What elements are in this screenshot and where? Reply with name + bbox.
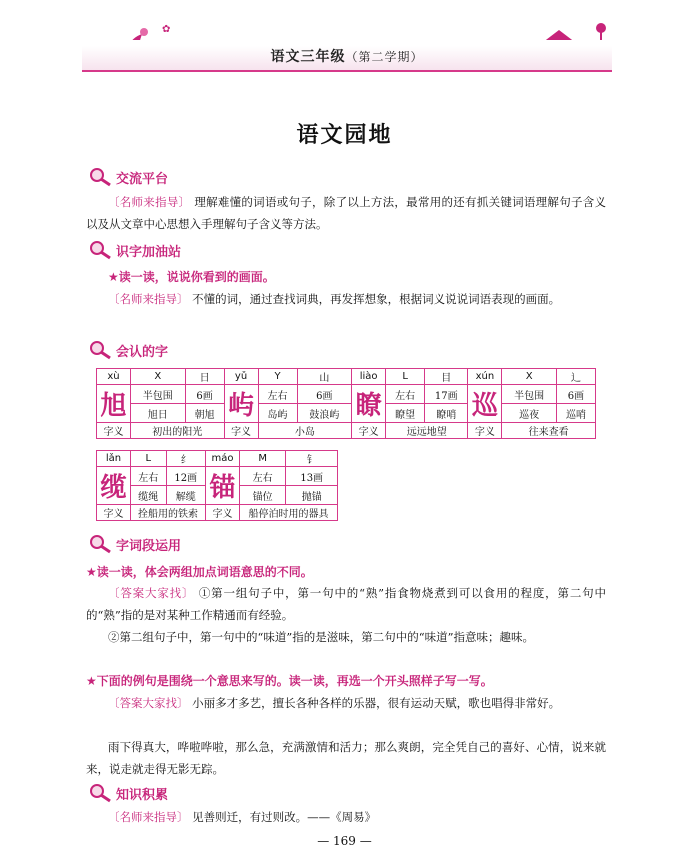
pinyin: máo bbox=[205, 451, 239, 467]
structure: 左右 bbox=[258, 385, 297, 404]
word: 岛屿 bbox=[258, 404, 297, 423]
answer-text: ①第一组句子中，第一句中的“熟”指食物烧煮到可以食用的程度，第二句中的“熟”指的是对某种工作精通而有经验。 bbox=[86, 586, 607, 622]
character: 瞭 bbox=[352, 385, 386, 423]
section-title: 字词段运用 bbox=[116, 538, 182, 554]
stroke-count: 6画 bbox=[297, 385, 352, 404]
pinyin: lǎn bbox=[97, 451, 131, 467]
word: 缆绳 bbox=[131, 486, 167, 505]
pinyin: yǔ bbox=[224, 369, 258, 385]
header-banner bbox=[82, 20, 612, 72]
character: 缆 bbox=[97, 467, 131, 505]
meaning-label: 字义 bbox=[97, 423, 131, 439]
answer-tag: 〔答案大家找〕 bbox=[108, 696, 189, 710]
word: 旭日 bbox=[131, 404, 186, 423]
section2-text: 不懂的词，通过查找词典，再发挥想象，根据词义说说词语表现的画面。 bbox=[192, 292, 561, 306]
answer-1 bbox=[86, 582, 606, 626]
magnifier-icon bbox=[88, 783, 114, 803]
meaning: 初出的阳光 bbox=[131, 423, 225, 439]
section-heading-knowledge bbox=[88, 783, 168, 803]
word: 抛锚 bbox=[286, 486, 338, 505]
character: 巡 bbox=[468, 385, 502, 423]
section-title: 会认的字 bbox=[116, 344, 169, 360]
meaning-label: 字义 bbox=[468, 423, 502, 439]
character-table-row1 bbox=[96, 368, 596, 439]
section-title: 识字加油站 bbox=[116, 244, 182, 260]
stroke-count: 17画 bbox=[425, 385, 468, 404]
section-heading-literacy bbox=[88, 240, 181, 260]
section-title: 知识积累 bbox=[116, 787, 169, 803]
page-title: 语文园地 bbox=[296, 122, 393, 148]
index-letter: L bbox=[131, 451, 167, 467]
word: 瞭哨 bbox=[425, 404, 468, 423]
structure: 半包围 bbox=[502, 385, 557, 404]
magnifier-icon bbox=[88, 167, 114, 187]
word: 解缆 bbox=[166, 486, 205, 505]
meaning: 船停泊时用的器具 bbox=[239, 505, 337, 521]
answer-4 bbox=[86, 736, 606, 780]
answer-text: 雨下得真大，哗啦哗啦，那么急，充满激情和活力；那么爽朗，完全凭自己的喜好、心情，说来就来，说走就走得无影无踪。 bbox=[86, 740, 606, 776]
section5-body bbox=[86, 806, 606, 828]
section-title: 交流平台 bbox=[116, 171, 169, 187]
task-read-describe: ★读一读，说说你看到的画面。 bbox=[108, 270, 275, 284]
teacher-tag: 〔名师来指导〕 bbox=[108, 195, 191, 209]
pinyin: xún bbox=[468, 369, 502, 385]
meaning: 小岛 bbox=[258, 423, 352, 439]
character: 锚 bbox=[205, 467, 239, 505]
answer-3 bbox=[86, 692, 606, 714]
index-letter: X bbox=[131, 369, 186, 385]
character: 屿 bbox=[224, 385, 258, 423]
word: 巡哨 bbox=[556, 404, 595, 423]
section2-body bbox=[86, 288, 606, 310]
structure: 半包围 bbox=[131, 385, 186, 404]
svg-text:✿: ✿ bbox=[162, 24, 171, 35]
answer-text: ②第二组句子中，第一句中的“味道”指的是滋味，第二句中的“味道”指意味；趣味。 bbox=[108, 630, 535, 644]
structure: 左右 bbox=[239, 467, 285, 486]
book-subtitle: （第二学期） bbox=[345, 50, 424, 64]
magnifier-icon bbox=[88, 534, 114, 554]
answer-tag: 〔答案大家找〕 bbox=[108, 586, 195, 600]
section1-body bbox=[86, 191, 606, 235]
meaning: 往来查看 bbox=[502, 423, 596, 439]
stroke-count: 13画 bbox=[286, 467, 338, 486]
teacher-tag: 〔名师来指导〕 bbox=[108, 810, 189, 824]
radical: 钅 bbox=[286, 451, 338, 467]
radical: 山 bbox=[297, 369, 352, 385]
index-letter: L bbox=[386, 369, 425, 385]
radical: 日 bbox=[185, 369, 224, 385]
teacher-tag: 〔名师来指导〕 bbox=[108, 292, 189, 306]
index-letter: Y bbox=[258, 369, 297, 385]
structure: 左右 bbox=[386, 385, 425, 404]
magnifier-icon bbox=[88, 340, 114, 360]
radical: 辶 bbox=[556, 369, 595, 385]
meaning: 拴船用的铁索 bbox=[131, 505, 206, 521]
pinyin: xù bbox=[97, 369, 131, 385]
meaning-label: 字义 bbox=[352, 423, 386, 439]
word: 巡夜 bbox=[502, 404, 557, 423]
radical: 目 bbox=[425, 369, 468, 385]
answer-text: 小丽多才多艺，擅长各种各样的乐器，很有运动天赋，歌也唱得非常好。 bbox=[192, 696, 561, 710]
meaning: 远远地望 bbox=[386, 423, 468, 439]
section-heading-usage bbox=[88, 534, 181, 554]
page-number: — 169 — bbox=[317, 834, 372, 848]
word: 瞭望 bbox=[386, 404, 425, 423]
word: 锚位 bbox=[239, 486, 285, 505]
character: 旭 bbox=[97, 385, 131, 423]
character-table-row2 bbox=[96, 450, 338, 521]
section-heading-exchange bbox=[88, 167, 168, 187]
task-write-example: ★下面的例句是围绕一个意思来写的。读一读，再选一个开头照样子写一写。 bbox=[86, 674, 493, 688]
quote-text: 见善则迁，有过则改。——《周易》 bbox=[192, 810, 377, 824]
word: 鼓浪屿 bbox=[297, 404, 352, 423]
word: 朝旭 bbox=[185, 404, 224, 423]
index-letter: X bbox=[502, 369, 557, 385]
book-title: 语文三年级 bbox=[270, 49, 346, 65]
stroke-count: 6画 bbox=[185, 385, 224, 404]
index-letter: M bbox=[239, 451, 285, 467]
answer-2 bbox=[86, 626, 606, 648]
structure: 左右 bbox=[131, 467, 167, 486]
section-heading-characters bbox=[88, 340, 168, 360]
stroke-count: 12画 bbox=[166, 467, 205, 486]
meaning-label: 字义 bbox=[224, 423, 258, 439]
meaning-label: 字义 bbox=[97, 505, 131, 521]
section1-text: 理解难懂的词语或句子，除了以上方法，最常用的还有抓关键词语理解句子含义以及从文章中心思想入手理解句子含义等方法。 bbox=[86, 195, 607, 231]
meaning-label: 字义 bbox=[205, 505, 239, 521]
magnifier-icon bbox=[88, 240, 114, 260]
header-title bbox=[82, 46, 612, 66]
stroke-count: 6画 bbox=[556, 385, 595, 404]
radical: 纟 bbox=[166, 451, 205, 467]
pinyin: liào bbox=[352, 369, 386, 385]
task-compare-words: ★读一读，体会两组加点词语意思的不同。 bbox=[86, 565, 313, 579]
